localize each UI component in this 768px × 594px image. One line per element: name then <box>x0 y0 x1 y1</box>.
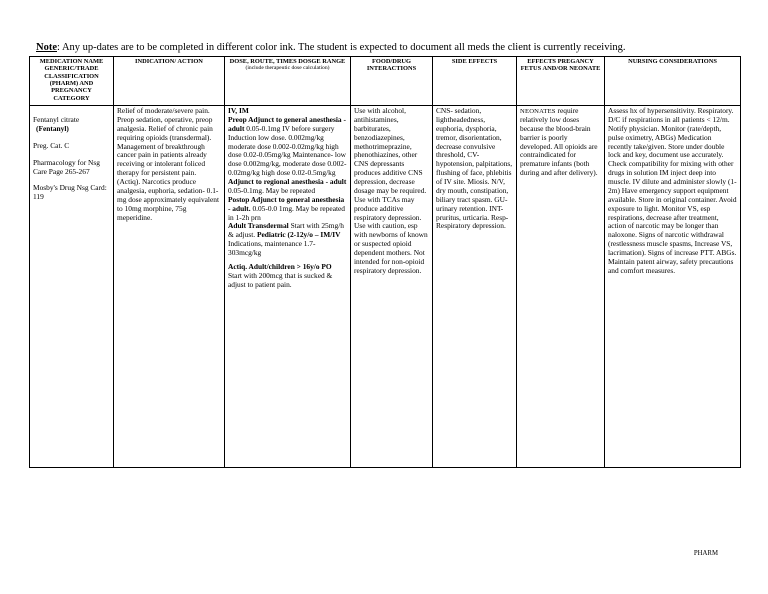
dose-regional-text: 0.05-0.1mg. May be repeated <box>228 185 316 195</box>
preg-neonates-label: NEONATES <box>520 108 556 115</box>
cell-indication: Relief of moderate/severe pain. Preop sedation, operative, preop analgesia. Relief of chronic pain requiring opioids (transdermal). Management of breakthrough cancer pain in patients already receiving or intolerant foliced therapy for persistent pain. (Actiq). Narcotics produce analgesia, euphoria, sedation- 0.1-mg dose approximately equivalent to 10mg morphine, 75g meperidine. <box>114 106 225 468</box>
med-reference-2: Mosby's Drug Nsg Card: 119 <box>33 183 107 202</box>
cell-nursing: Assess hx of hypersensitivity. Respiratory. D/C if respirations in all patients < 12/m. Notify physician. Monitor (rate/depth, pulse oximetry, ABGs) Medication recently take/given. Store under double lock and key, document use accurately. Check compatibility for mixing with other drugs in solution IM inject deep into muscle. IV dilute and administer slowly (1-2m) Have emergency support equipment available. Store in original container. Avoid exposure to light. Monitor VS, esp respirations, decrease after treatment, action of narcotic may be longer than naloxone. Signs of narcotic withdrawal (restlessness muscle spasms, Increase VS, lacrimation). Signs of increase PTT. ABGs. Maintain patent airway, safety precautions and comfort measures. <box>605 106 741 468</box>
dose-pediatric-heading: Pediatric (2-12y/o – IM/IV <box>256 230 341 240</box>
header-dose-subtitle: (include therapeutic dose calculation) <box>245 65 330 72</box>
med-trade: (Fentanyl) <box>36 123 69 133</box>
cell-pregnancy <box>517 106 605 468</box>
cell-food-drug: Use with alcohol, antihistamines, barbiturates, benzodiazepines, methotrimeprazine, phenothiazines, other CNS depressants produces additive CNS depression, decrease dosage may be required. Use with TCAs may produce additive respiratory depression. Use with caution, esp with newborns of known or suspected opioid dependent mothers. Not intended for non-opioid respiratory depression. <box>351 106 433 468</box>
dose-preop-text: 0.05-0.1mg IV before surgery Induction low dose. 0.002mg/kg moderate dose 0.002-0.02mg/kg high dose 0.02-0.05mg/kg Maintenance- low dose 0.002mg/kg, moderate dose 0.002-0.02mg/kg high dose 0.02-0.5mg/kg <box>228 123 347 178</box>
medication-card-table <box>29 56 741 468</box>
med-reference-1: Pharmacology for Nsg Care Page 265-267 <box>33 157 100 176</box>
dose-transdermal-text: Start with 25mg/h & adjust. <box>228 221 344 240</box>
dose-transdermal-heading: Adult Transdermal <box>228 221 289 231</box>
header-dose-title: DOSE, ROUTE, TIMES DOSGE RANGE <box>229 58 346 65</box>
dose-route: IV, IM <box>228 106 249 115</box>
med-category: Preg. Cat. C <box>33 140 70 150</box>
header-food-drug: FOOD/DRUG INTERACTIONS <box>351 57 433 106</box>
dose-actiq-heading: Actiq. Adult/children > 16y/o PO <box>228 261 332 271</box>
header-dose <box>225 57 351 106</box>
header-pregnancy: EFFECTS PREGANCY FETUS AND/OR NEONATE <box>517 57 605 106</box>
cell-medication <box>30 106 114 468</box>
instruction-note <box>36 42 625 53</box>
header-nursing: NURSING CONSIDERATIONS <box>605 57 741 106</box>
header-indication: INDICATION/ ACTION <box>114 57 225 106</box>
table-header-row <box>30 57 741 106</box>
dose-postop-text: 0.05-0.0 1mg. May be repeated in 1-2h prn <box>228 203 346 222</box>
dose-postop-heading: Postop Adjunct to general anesthesia - adult. <box>228 194 345 213</box>
dose-actiq-text: Start with 200mcg that is sucked & adjust to patient pain. <box>228 270 333 289</box>
header-side-effects: SIDE EFFECTS <box>433 57 517 106</box>
note-label: Note <box>36 42 57 53</box>
cell-dose <box>225 106 351 468</box>
med-generic: Fentanyl citrate <box>33 115 80 124</box>
note-text: : Any up-dates are to be completed in different color ink. The student is expected to document all meds the client is currently receiving. <box>57 42 626 53</box>
header-medication: MEDICATION NAME GENERIC/TRADE CLASSIFICATION (PHARM) AND PREGNANCY CATEGORY <box>30 57 114 106</box>
dose-regional-heading: Adjunct to regional anesthesia - adult <box>228 177 347 186</box>
cell-side-effects: CNS- sedation, lightheadedness, euphoria, dysphoria, tremor, disorientation, decrease convulsive threshold, CV-hypotension, palpitations, flushing of face, phlebitis of IV site. Miosis. N/V, dry mouth, constipation, biliary tract spasm. GU- urinary retention. INT-pruritus, urticaria. Resp- Respiratory depression. <box>433 106 517 468</box>
dose-pediatric-text: Indications, maintenance 1.7-303mcg/kg <box>228 239 316 257</box>
table-row <box>30 106 741 468</box>
dose-preop-heading: Preop Adjunct to general anesthesia - adult <box>228 114 346 133</box>
preg-text: require relatively low doses because the blood-brain barrier is poorly developed. All opioids are contraindicated for premature infants (both during and after delivery). <box>520 106 598 178</box>
footer-label: PHARM <box>693 550 718 557</box>
